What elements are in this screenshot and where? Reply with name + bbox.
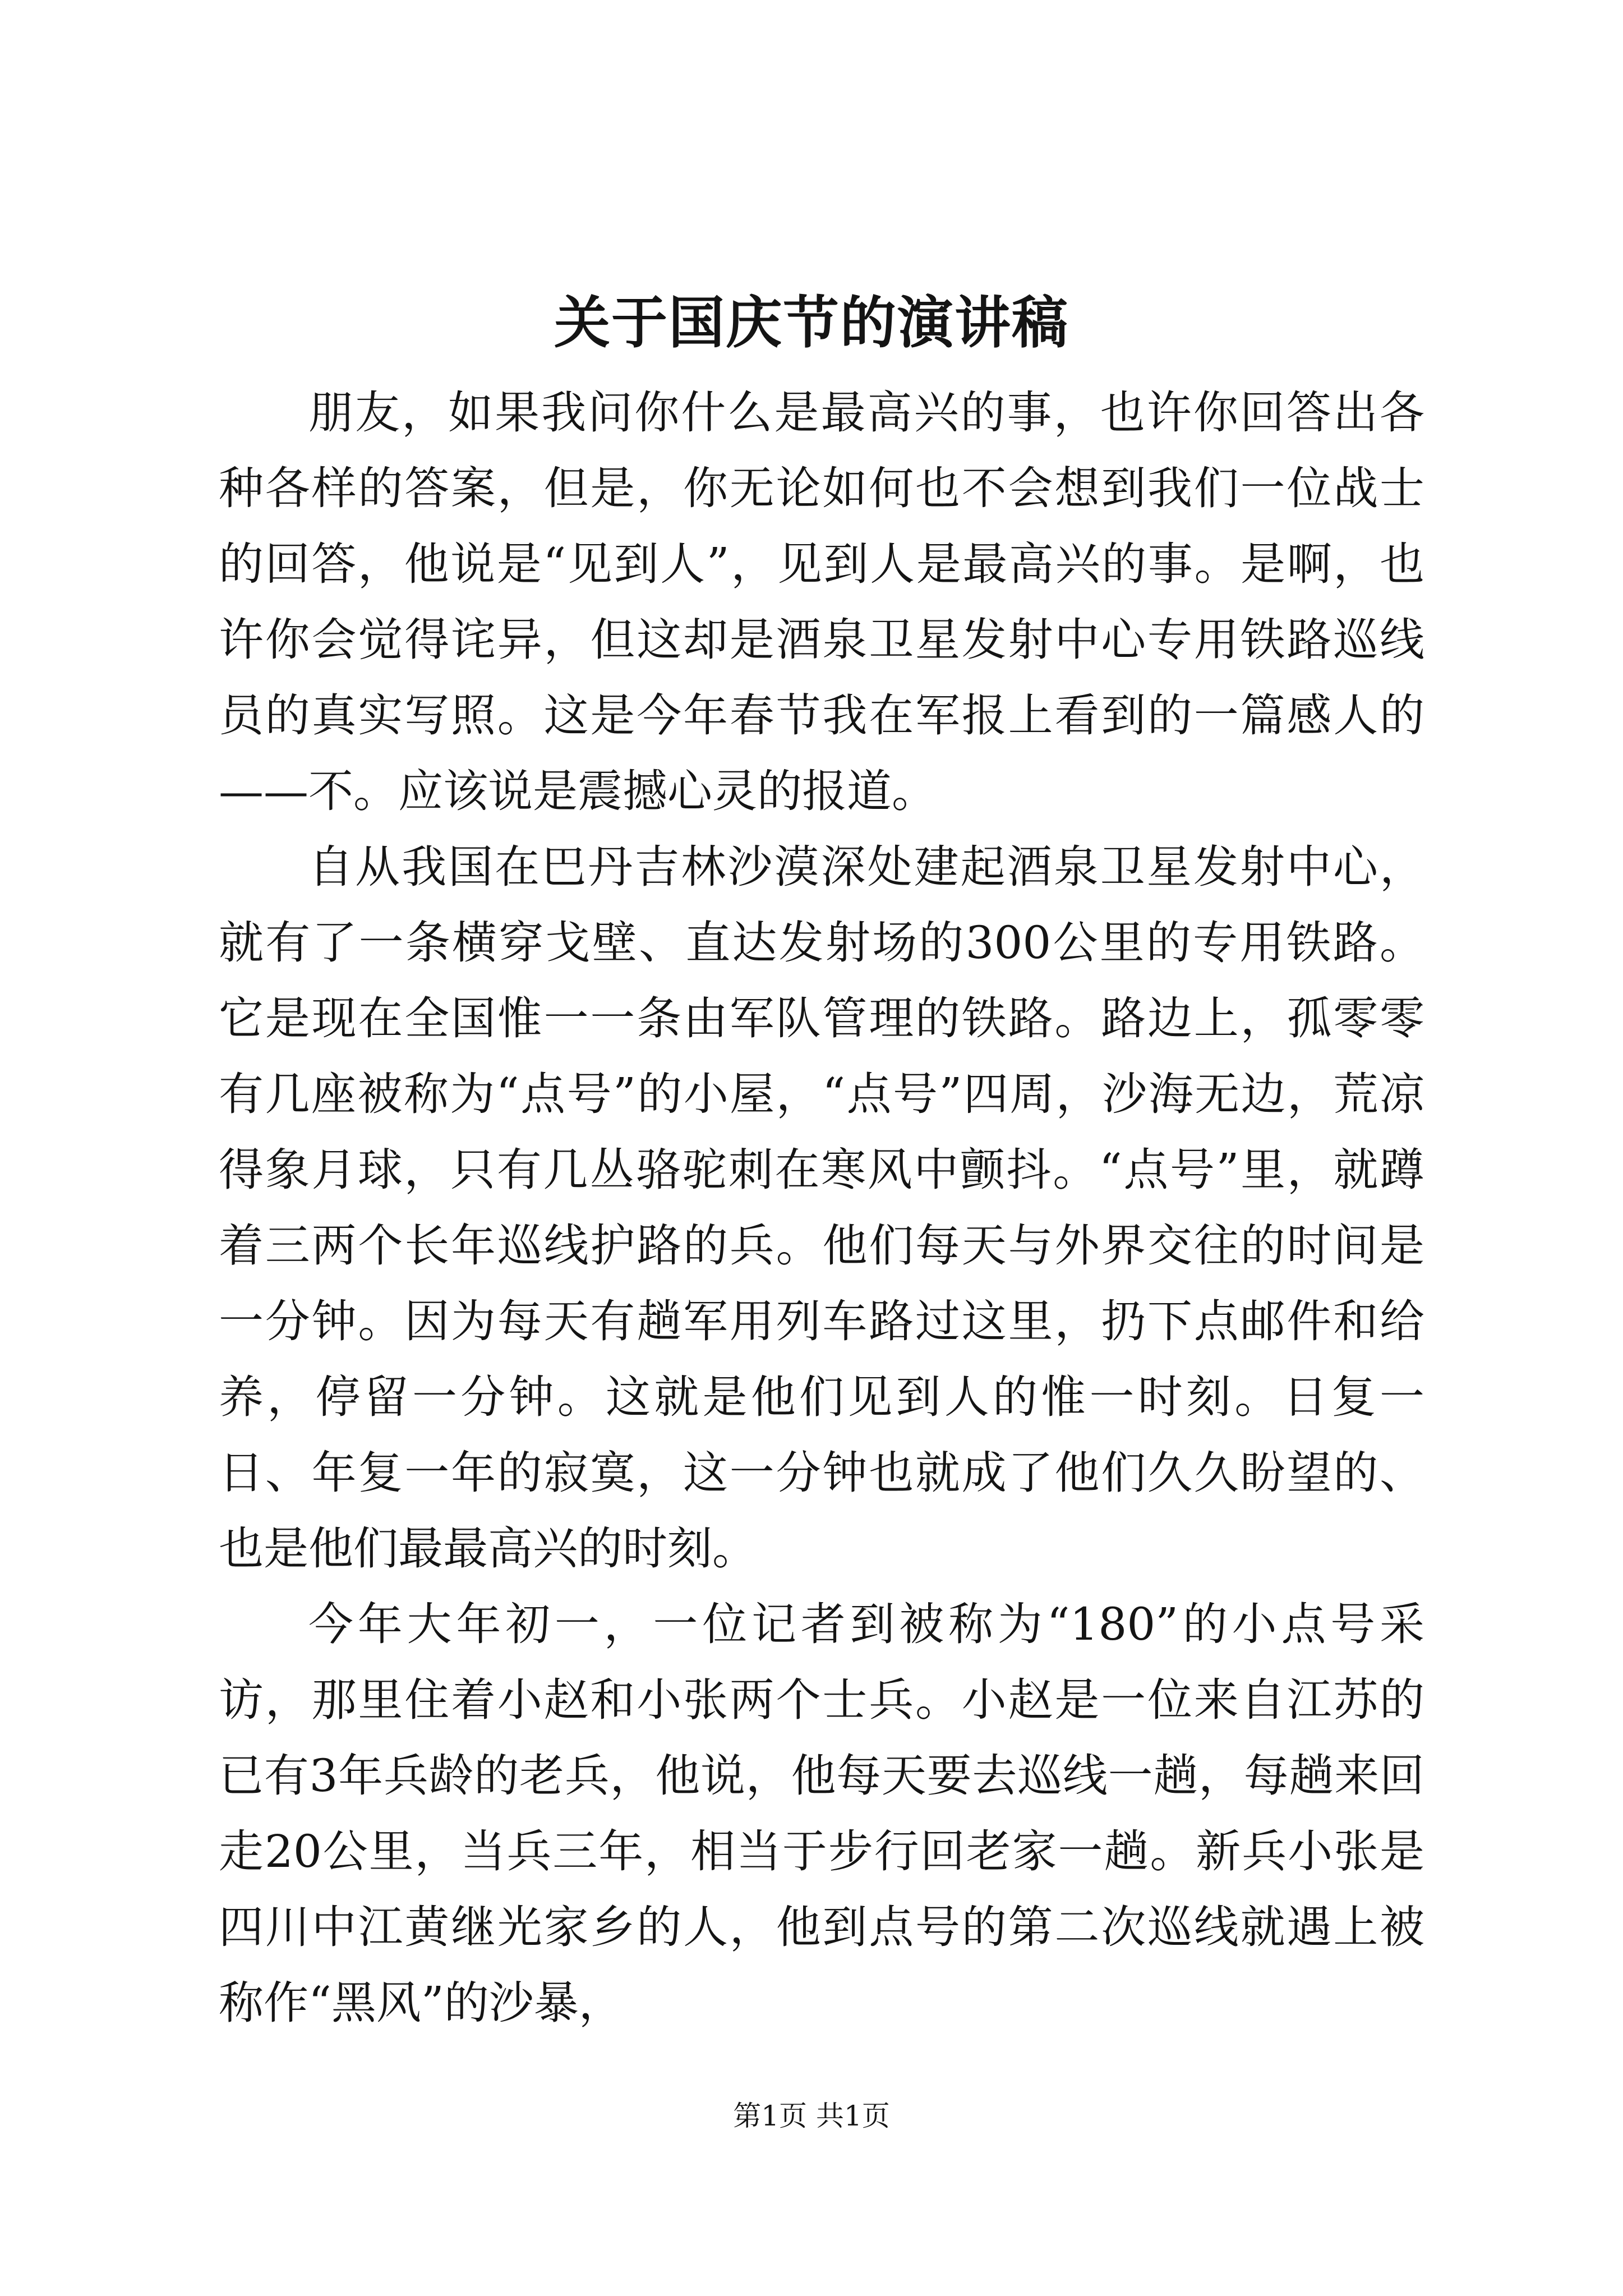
paragraph-3: 今年大年初一，一位记者到被称为“180”的小点号采访，那里住着小赵和小张两个士兵。小赵是一位来自江苏的已有3年兵龄的老兵，他说，他每天要去巡线一趟，每趟来回走20公里，当兵三年，相当于步行回老家一趟。新兵小张是四川中江黄继光家乡的人，他到点号的第二次巡线就遇上被称作“黑风”的沙暴， [219,1598,1424,2029]
document-title: 关于国庆节的演讲稿 [554,289,1069,356]
paragraph-2: 自从我国在巴丹吉林沙漠深处建起酒泉卫星发射中心，就有了一条横穿戈壁、直达发射场的300公里的专用铁路。它是现在全国惟一一条由军队管理的铁路。路边上，孤零零有几座被称为“点号”的小屋，“点号”四周，沙海无边，荒凉得象月球，只有几丛骆驼刺在寒风中颤抖。“点号”里，就蹲着三两个长年巡线护路的兵。他们每天与外界交往的时间是一分钟。因为每天有趟军用列车路过这里，扔下点邮件和给养，停留一分钟。这就是他们见到人的惟一时刻。日复一日、年复一年的寂寞，这一分钟也就成了他们久久盼望的、也是他们最最高兴的时刻。 [219,841,1424,1575]
page-footer: 第1页 共1页 [733,2100,890,2132]
document-body [219,375,1424,2041]
paragraph-1: 朋友，如果我问你什么是最高兴的事，也许你回答出各种各样的答案，但是，你无论如何也不会想到我们一位战士的回答，他说是“见到人”，见到人是最高兴的事。是啊，也许你会觉得诧异，但这却是酒泉卫星发射中心专用铁路巡线员的真实写照。这是今年春节我在军报上看到的一篇感人的——不。应该说是震撼心灵的报道。 [219,386,1424,817]
